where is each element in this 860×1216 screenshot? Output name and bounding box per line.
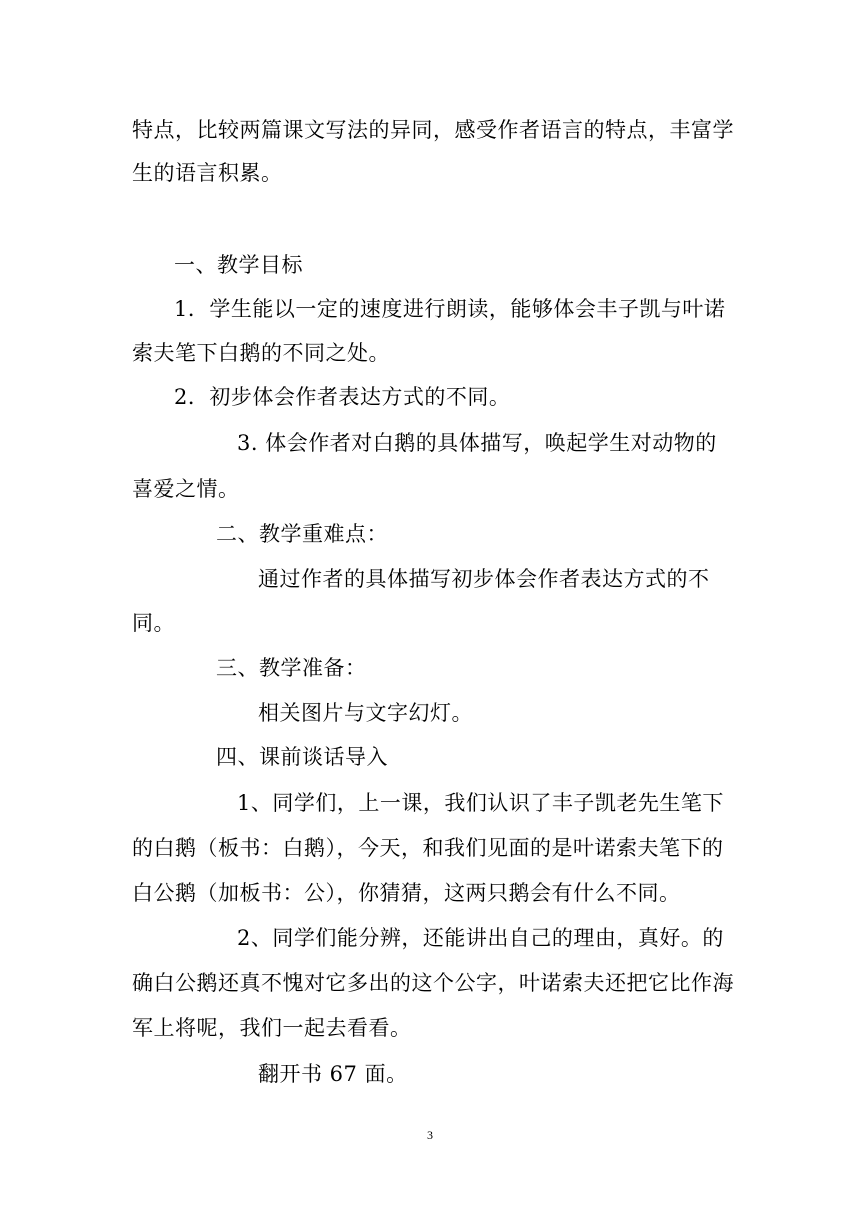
section-heading-preparation: 三、教学准备： <box>216 656 367 680</box>
body-text-line: 军上将呢，我们一起去看看。 <box>132 1016 412 1040</box>
objective-item-3: 3. 体会作者对白鹅的具体描写，唤起学生对动物的 <box>237 431 717 455</box>
body-text-line: 特点，比较两篇课文写法的异同，感受作者语言的特点，丰富学 <box>132 118 734 142</box>
page-number: 3 <box>427 1128 433 1142</box>
body-text-line: 的白鹅（板书：白鹅），今天，和我们见面的是叶诺索夫笔下的 <box>132 836 724 860</box>
preparation-text: 相关图片与文字幻灯。 <box>258 701 473 725</box>
body-text-line: 确白公鹅还真不愧对它多出的这个公字，叶诺索夫还把它比作海 <box>132 971 734 995</box>
objective-item-1: 1．学生能以一定的速度进行朗读，能够体会丰子凯与叶诺 <box>174 297 726 321</box>
introduction-item-2: 2、同学们能分辨，还能讲出自己的理由，真好。的 <box>237 926 724 950</box>
body-text-line: 索夫笔下白鹅的不同之处。 <box>132 341 390 365</box>
body-text-line: 同。 <box>132 611 175 635</box>
objective-item-2: 2．初步体会作者表达方式的不同。 <box>174 385 511 409</box>
body-text-line: 白公鹅（加板书：公），你猜猜，这两只鹅会有什么不同。 <box>132 881 681 905</box>
book-page-instruction: 翻开书 67 面。 <box>258 1062 408 1086</box>
introduction-item-1: 1、同学们，上一课，我们认识了丰子凯老先生笔下 <box>237 791 724 815</box>
section-heading-introduction: 四、课前谈话导入 <box>216 745 388 769</box>
body-text-line: 喜爱之情。 <box>132 477 240 501</box>
section-heading-key-points: 二、教学重难点： <box>216 522 388 546</box>
section-heading-objectives: 一、教学目标 <box>174 253 303 277</box>
body-text-line: 生的语言积累。 <box>132 161 283 185</box>
key-points-text: 通过作者的具体描写初步体会作者表达方式的不 <box>258 567 710 591</box>
